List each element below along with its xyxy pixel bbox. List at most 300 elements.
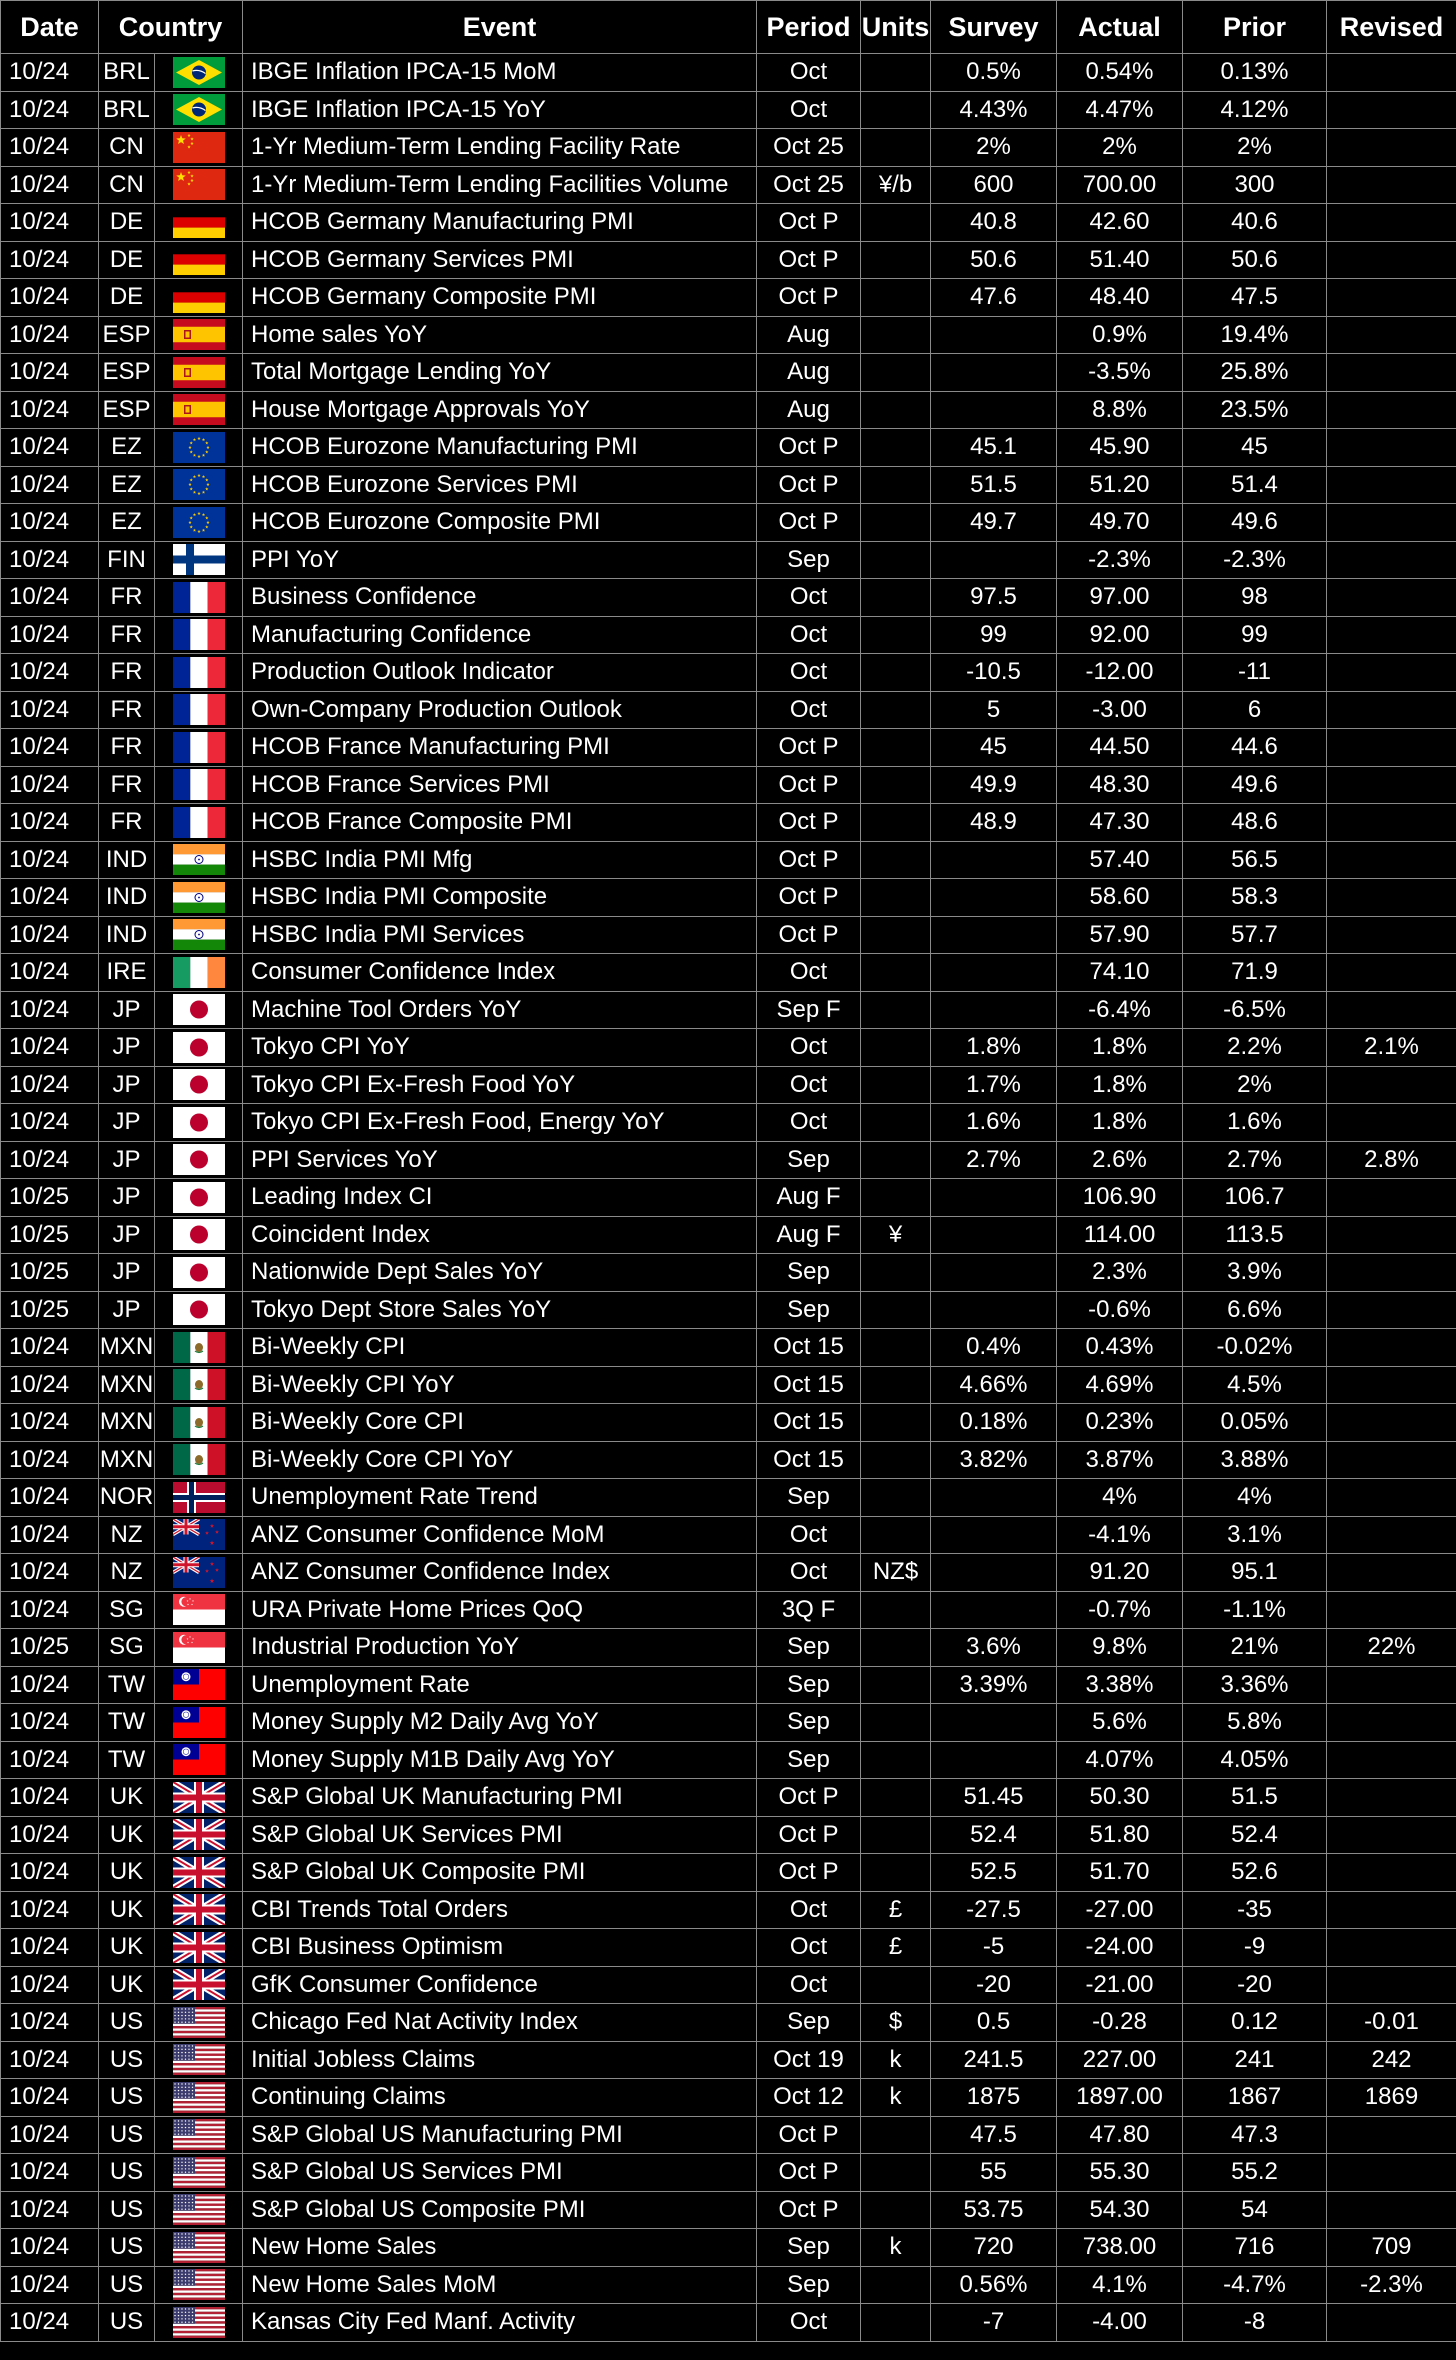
event-cell: Tokyo CPI Ex-Fresh Food, Energy YoY — [243, 1104, 757, 1142]
country-cell: US — [99, 2229, 155, 2267]
actual-cell: -21.00 — [1057, 1966, 1183, 2004]
period-cell: Oct P — [757, 504, 861, 542]
new-zealand-flag-icon — [173, 1519, 225, 1550]
date-cell: 10/24 — [1, 1066, 99, 1104]
period-cell: Oct P — [757, 804, 861, 842]
actual-cell: 4.1% — [1057, 2266, 1183, 2304]
date-cell: 10/24 — [1, 2154, 99, 2192]
actual-cell: 0.43% — [1057, 1329, 1183, 1367]
flag-cell — [155, 1779, 243, 1817]
units-cell: ¥ — [861, 1216, 931, 1254]
country-cell: EZ — [99, 466, 155, 504]
revised-cell — [1327, 429, 1456, 467]
actual-cell: 47.80 — [1057, 2116, 1183, 2154]
actual-cell: 2% — [1057, 129, 1183, 167]
actual-cell: 47.30 — [1057, 804, 1183, 842]
units-cell — [861, 1591, 931, 1629]
actual-cell: 92.00 — [1057, 616, 1183, 654]
event-cell: Machine Tool Orders YoY — [243, 991, 757, 1029]
units-cell — [861, 2266, 931, 2304]
revised-cell — [1327, 1179, 1456, 1217]
flag-cell — [155, 1329, 243, 1367]
date-cell: 10/24 — [1, 1779, 99, 1817]
table-row — [1, 166, 1456, 204]
event-cell: IBGE Inflation IPCA-15 YoY — [243, 91, 757, 129]
revised-cell: 2.1% — [1327, 1029, 1456, 1067]
country-cell: JP — [99, 1254, 155, 1292]
event-cell: Bi-Weekly CPI — [243, 1329, 757, 1367]
period-cell: Aug — [757, 391, 861, 429]
units-cell — [861, 466, 931, 504]
survey-cell — [931, 954, 1057, 992]
table-row — [1, 1104, 1456, 1142]
date-cell: 10/24 — [1, 879, 99, 917]
actual-cell: 227.00 — [1057, 2041, 1183, 2079]
units-cell — [861, 1966, 931, 2004]
revised-cell — [1327, 1666, 1456, 1704]
country-cell: MXN — [99, 1366, 155, 1404]
flag-cell — [155, 2041, 243, 2079]
country-cell: SG — [99, 1591, 155, 1629]
table-row — [1, 954, 1456, 992]
table-row — [1, 1066, 1456, 1104]
actual-cell: 4.07% — [1057, 1741, 1183, 1779]
country-cell: UK — [99, 1966, 155, 2004]
prior-cell: -1.1% — [1183, 1591, 1327, 1629]
date-cell: 10/24 — [1, 841, 99, 879]
france-flag-icon — [173, 769, 225, 800]
header-row — [1, 1, 1456, 54]
actual-cell: -27.00 — [1057, 1891, 1183, 1929]
date-cell: 10/24 — [1, 504, 99, 542]
table-row — [1, 1741, 1456, 1779]
country-cell: JP — [99, 991, 155, 1029]
prior-cell: 51.4 — [1183, 466, 1327, 504]
units-cell — [861, 804, 931, 842]
table-row — [1, 2154, 1456, 2192]
survey-cell: 45 — [931, 729, 1057, 767]
country-cell: IND — [99, 841, 155, 879]
country-cell: DE — [99, 279, 155, 317]
new-zealand-flag-icon — [173, 1557, 225, 1588]
table-row — [1, 1891, 1456, 1929]
country-cell: UK — [99, 1929, 155, 1967]
flag-cell — [155, 1254, 243, 1292]
revised-cell — [1327, 1104, 1456, 1142]
event-cell: ANZ Consumer Confidence Index — [243, 1554, 757, 1592]
event-cell: ANZ Consumer Confidence MoM — [243, 1516, 757, 1554]
event-cell: Home sales YoY — [243, 316, 757, 354]
prior-cell: 5.8% — [1183, 1704, 1327, 1742]
prior-cell: 6.6% — [1183, 1291, 1327, 1329]
uk-flag-icon — [173, 1894, 225, 1925]
units-cell — [861, 1291, 931, 1329]
prior-cell: 44.6 — [1183, 729, 1327, 767]
event-cell: 1-Yr Medium-Term Lending Facility Rate — [243, 129, 757, 167]
period-cell: Oct P — [757, 879, 861, 917]
country-cell: US — [99, 2154, 155, 2192]
flag-cell — [155, 1966, 243, 2004]
revised-cell — [1327, 241, 1456, 279]
taiwan-flag-icon — [173, 1669, 225, 1700]
flag-cell — [155, 2304, 243, 2342]
flag-cell — [155, 1891, 243, 1929]
period-cell: Oct — [757, 616, 861, 654]
uk-flag-icon — [173, 1932, 225, 1963]
survey-cell: 0.4% — [931, 1329, 1057, 1367]
event-cell: Bi-Weekly CPI YoY — [243, 1366, 757, 1404]
table-row — [1, 654, 1456, 692]
prior-cell: 52.6 — [1183, 1854, 1327, 1892]
table-row — [1, 2004, 1456, 2042]
prior-cell: -35 — [1183, 1891, 1327, 1929]
revised-cell — [1327, 1779, 1456, 1817]
date-cell: 10/25 — [1, 1291, 99, 1329]
units-cell — [861, 1629, 931, 1667]
survey-cell: 97.5 — [931, 579, 1057, 617]
event-cell: Total Mortgage Lending YoY — [243, 354, 757, 392]
actual-cell: 57.40 — [1057, 841, 1183, 879]
revised-cell — [1327, 1329, 1456, 1367]
period-cell: Oct P — [757, 279, 861, 317]
revised-cell — [1327, 1891, 1456, 1929]
us-flag-icon — [173, 2232, 225, 2263]
units-cell — [861, 579, 931, 617]
prior-cell: 47.3 — [1183, 2116, 1327, 2154]
date-cell: 10/24 — [1, 654, 99, 692]
table-row — [1, 1779, 1456, 1817]
date-cell: 10/24 — [1, 1591, 99, 1629]
prior-cell: -0.02% — [1183, 1329, 1327, 1367]
table-row — [1, 429, 1456, 467]
flag-cell — [155, 1029, 243, 1067]
eu-flag-icon — [173, 469, 225, 500]
period-cell: Aug F — [757, 1179, 861, 1217]
date-cell: 10/24 — [1, 466, 99, 504]
france-flag-icon — [173, 657, 225, 688]
period-cell: Oct — [757, 1029, 861, 1067]
revised-cell — [1327, 579, 1456, 617]
survey-cell — [931, 1254, 1057, 1292]
table-row — [1, 1666, 1456, 1704]
period-cell: Sep — [757, 541, 861, 579]
prior-cell: 1.6% — [1183, 1104, 1327, 1142]
prior-cell: 55.2 — [1183, 2154, 1327, 2192]
period-cell: Oct — [757, 2304, 861, 2342]
flag-cell — [155, 1179, 243, 1217]
prior-cell: 98 — [1183, 579, 1327, 617]
revised-cell — [1327, 841, 1456, 879]
revised-cell — [1327, 954, 1456, 992]
flag-cell — [155, 1629, 243, 1667]
prior-cell: 57.7 — [1183, 916, 1327, 954]
mexico-flag-icon — [173, 1407, 225, 1438]
survey-cell: 0.18% — [931, 1404, 1057, 1442]
col-header-units: Units — [861, 1, 931, 54]
event-cell: PPI YoY — [243, 541, 757, 579]
survey-cell: -5 — [931, 1929, 1057, 1967]
actual-cell: 49.70 — [1057, 504, 1183, 542]
japan-flag-icon — [173, 1107, 225, 1138]
spain-flag-icon — [173, 319, 225, 350]
revised-cell — [1327, 1854, 1456, 1892]
date-cell: 10/24 — [1, 1816, 99, 1854]
event-cell: Tokyo CPI Ex-Fresh Food YoY — [243, 1066, 757, 1104]
units-cell — [861, 654, 931, 692]
japan-flag-icon — [173, 1219, 225, 1250]
survey-cell: 49.9 — [931, 766, 1057, 804]
event-cell: PPI Services YoY — [243, 1141, 757, 1179]
event-cell: HCOB France Manufacturing PMI — [243, 729, 757, 767]
prior-cell: 716 — [1183, 2229, 1327, 2267]
survey-cell: 52.5 — [931, 1854, 1057, 1892]
actual-cell: 54.30 — [1057, 2191, 1183, 2229]
revised-cell: -2.3% — [1327, 2266, 1456, 2304]
revised-cell — [1327, 1216, 1456, 1254]
actual-cell: 106.90 — [1057, 1179, 1183, 1217]
survey-cell: -27.5 — [931, 1891, 1057, 1929]
units-cell — [861, 991, 931, 1029]
date-cell: 10/24 — [1, 804, 99, 842]
prior-cell: 2% — [1183, 129, 1327, 167]
prior-cell: -11 — [1183, 654, 1327, 692]
country-cell: MXN — [99, 1404, 155, 1442]
prior-cell: 52.4 — [1183, 1816, 1327, 1854]
date-cell: 10/24 — [1, 2304, 99, 2342]
table-row — [1, 1179, 1456, 1217]
table-row — [1, 1479, 1456, 1517]
period-cell: Oct — [757, 54, 861, 92]
period-cell: Oct — [757, 1891, 861, 1929]
country-cell: SG — [99, 1629, 155, 1667]
survey-cell: 600 — [931, 166, 1057, 204]
date-cell: 10/24 — [1, 241, 99, 279]
event-cell: HCOB Germany Manufacturing PMI — [243, 204, 757, 242]
revised-cell: 709 — [1327, 2229, 1456, 2267]
flag-cell — [155, 1854, 243, 1892]
units-cell — [861, 504, 931, 542]
flag-cell — [155, 279, 243, 317]
brazil-flag-icon — [173, 94, 225, 125]
singapore-flag-icon — [173, 1632, 225, 1663]
table-row — [1, 616, 1456, 654]
table-row — [1, 2266, 1456, 2304]
country-cell: FR — [99, 654, 155, 692]
period-cell: Oct P — [757, 2116, 861, 2154]
prior-cell: 19.4% — [1183, 316, 1327, 354]
survey-cell: 2.7% — [931, 1141, 1057, 1179]
period-cell: Oct P — [757, 204, 861, 242]
prior-cell: 2.2% — [1183, 1029, 1327, 1067]
prior-cell: 4.05% — [1183, 1741, 1327, 1779]
table-row — [1, 916, 1456, 954]
country-cell: JP — [99, 1216, 155, 1254]
actual-cell: 48.40 — [1057, 279, 1183, 317]
flag-cell — [155, 1291, 243, 1329]
period-cell: Sep — [757, 1629, 861, 1667]
table-row — [1, 2229, 1456, 2267]
flag-cell — [155, 804, 243, 842]
prior-cell: -2.3% — [1183, 541, 1327, 579]
survey-cell — [931, 354, 1057, 392]
finland-flag-icon — [173, 544, 225, 575]
flag-cell — [155, 691, 243, 729]
prior-cell: 21% — [1183, 1629, 1327, 1667]
date-cell: 10/24 — [1, 2041, 99, 2079]
revised-cell: 242 — [1327, 2041, 1456, 2079]
taiwan-flag-icon — [173, 1707, 225, 1738]
period-cell: Aug — [757, 316, 861, 354]
survey-cell: 45.1 — [931, 429, 1057, 467]
period-cell: Oct 25 — [757, 129, 861, 167]
survey-cell: -20 — [931, 1966, 1057, 2004]
prior-cell: -8 — [1183, 2304, 1327, 2342]
flag-cell — [155, 991, 243, 1029]
event-cell: Own-Company Production Outlook — [243, 691, 757, 729]
country-cell: CN — [99, 129, 155, 167]
event-cell: HCOB France Composite PMI — [243, 804, 757, 842]
event-cell: Industrial Production YoY — [243, 1629, 757, 1667]
event-cell: URA Private Home Prices QoQ — [243, 1591, 757, 1629]
units-cell — [861, 429, 931, 467]
actual-cell: 1.8% — [1057, 1066, 1183, 1104]
actual-cell: 57.90 — [1057, 916, 1183, 954]
country-cell: IND — [99, 916, 155, 954]
country-cell: JP — [99, 1179, 155, 1217]
survey-cell — [931, 1179, 1057, 1217]
prior-cell: 71.9 — [1183, 954, 1327, 992]
revised-cell — [1327, 991, 1456, 1029]
date-cell: 10/24 — [1, 54, 99, 92]
period-cell: Oct — [757, 1554, 861, 1592]
table-row — [1, 279, 1456, 317]
date-cell: 10/24 — [1, 954, 99, 992]
country-cell: MXN — [99, 1329, 155, 1367]
prior-cell: 99 — [1183, 616, 1327, 654]
survey-cell: 3.82% — [931, 1441, 1057, 1479]
survey-cell — [931, 316, 1057, 354]
units-cell — [861, 1141, 931, 1179]
actual-cell: 2.3% — [1057, 1254, 1183, 1292]
country-cell: NZ — [99, 1554, 155, 1592]
units-cell — [861, 1816, 931, 1854]
survey-cell: 3.6% — [931, 1629, 1057, 1667]
table-row — [1, 1404, 1456, 1442]
flag-cell — [155, 316, 243, 354]
date-cell: 10/24 — [1, 2004, 99, 2042]
date-cell: 10/24 — [1, 1404, 99, 1442]
survey-cell — [931, 841, 1057, 879]
date-cell: 10/24 — [1, 1554, 99, 1592]
actual-cell: -3.5% — [1057, 354, 1183, 392]
period-cell: Oct P — [757, 2191, 861, 2229]
survey-cell — [931, 879, 1057, 917]
india-flag-icon — [173, 844, 225, 875]
date-cell: 10/24 — [1, 1704, 99, 1742]
revised-cell — [1327, 804, 1456, 842]
table-row — [1, 1629, 1456, 1667]
units-cell: £ — [861, 1929, 931, 1967]
table-row — [1, 804, 1456, 842]
country-cell: FR — [99, 804, 155, 842]
table-row — [1, 1366, 1456, 1404]
japan-flag-icon — [173, 1294, 225, 1325]
event-cell: Unemployment Rate — [243, 1666, 757, 1704]
survey-cell — [931, 541, 1057, 579]
table-row — [1, 1591, 1456, 1629]
table-row — [1, 1216, 1456, 1254]
prior-cell: 45 — [1183, 429, 1327, 467]
france-flag-icon — [173, 807, 225, 838]
units-cell — [861, 391, 931, 429]
units-cell — [861, 1741, 931, 1779]
survey-cell: 53.75 — [931, 2191, 1057, 2229]
singapore-flag-icon — [173, 1594, 225, 1625]
units-cell — [861, 1779, 931, 1817]
period-cell: Sep — [757, 1704, 861, 1742]
survey-cell: 51.5 — [931, 466, 1057, 504]
flag-cell — [155, 504, 243, 542]
survey-cell: 47.5 — [931, 2116, 1057, 2154]
table-row — [1, 729, 1456, 767]
actual-cell: 1.8% — [1057, 1029, 1183, 1067]
period-cell: Oct P — [757, 1854, 861, 1892]
us-flag-icon — [173, 2269, 225, 2300]
actual-cell: 3.87% — [1057, 1441, 1183, 1479]
date-cell: 10/24 — [1, 279, 99, 317]
units-cell — [861, 1479, 931, 1517]
event-cell: Leading Index CI — [243, 1179, 757, 1217]
date-cell: 10/24 — [1, 1854, 99, 1892]
country-cell: US — [99, 2304, 155, 2342]
actual-cell: -0.7% — [1057, 1591, 1183, 1629]
period-cell: Oct P — [757, 1816, 861, 1854]
survey-cell: 1.7% — [931, 1066, 1057, 1104]
table-row — [1, 2191, 1456, 2229]
prior-cell: 48.6 — [1183, 804, 1327, 842]
flag-cell — [155, 2229, 243, 2267]
event-cell: HCOB Germany Composite PMI — [243, 279, 757, 317]
event-cell: CBI Trends Total Orders — [243, 1891, 757, 1929]
survey-cell: 99 — [931, 616, 1057, 654]
survey-cell — [931, 916, 1057, 954]
units-cell — [861, 1366, 931, 1404]
table-row — [1, 2116, 1456, 2154]
germany-flag-icon — [173, 282, 225, 313]
period-cell: Sep — [757, 2004, 861, 2042]
country-cell: EZ — [99, 429, 155, 467]
units-cell — [861, 1666, 931, 1704]
period-cell: Oct — [757, 1516, 861, 1554]
date-cell: 10/24 — [1, 579, 99, 617]
survey-cell: 1.6% — [931, 1104, 1057, 1142]
survey-cell: 720 — [931, 2229, 1057, 2267]
country-cell: DE — [99, 241, 155, 279]
units-cell — [861, 954, 931, 992]
us-flag-icon — [173, 2044, 225, 2075]
period-cell: Oct 12 — [757, 2079, 861, 2117]
table-row — [1, 129, 1456, 167]
event-cell: Consumer Confidence Index — [243, 954, 757, 992]
date-cell: 10/24 — [1, 91, 99, 129]
period-cell: Oct 15 — [757, 1329, 861, 1367]
col-header-survey: Survey — [931, 1, 1057, 54]
units-cell — [861, 1104, 931, 1142]
units-cell: ¥/b — [861, 166, 931, 204]
event-cell: S&P Global US Services PMI — [243, 2154, 757, 2192]
table-row — [1, 2304, 1456, 2342]
brazil-flag-icon — [173, 57, 225, 88]
